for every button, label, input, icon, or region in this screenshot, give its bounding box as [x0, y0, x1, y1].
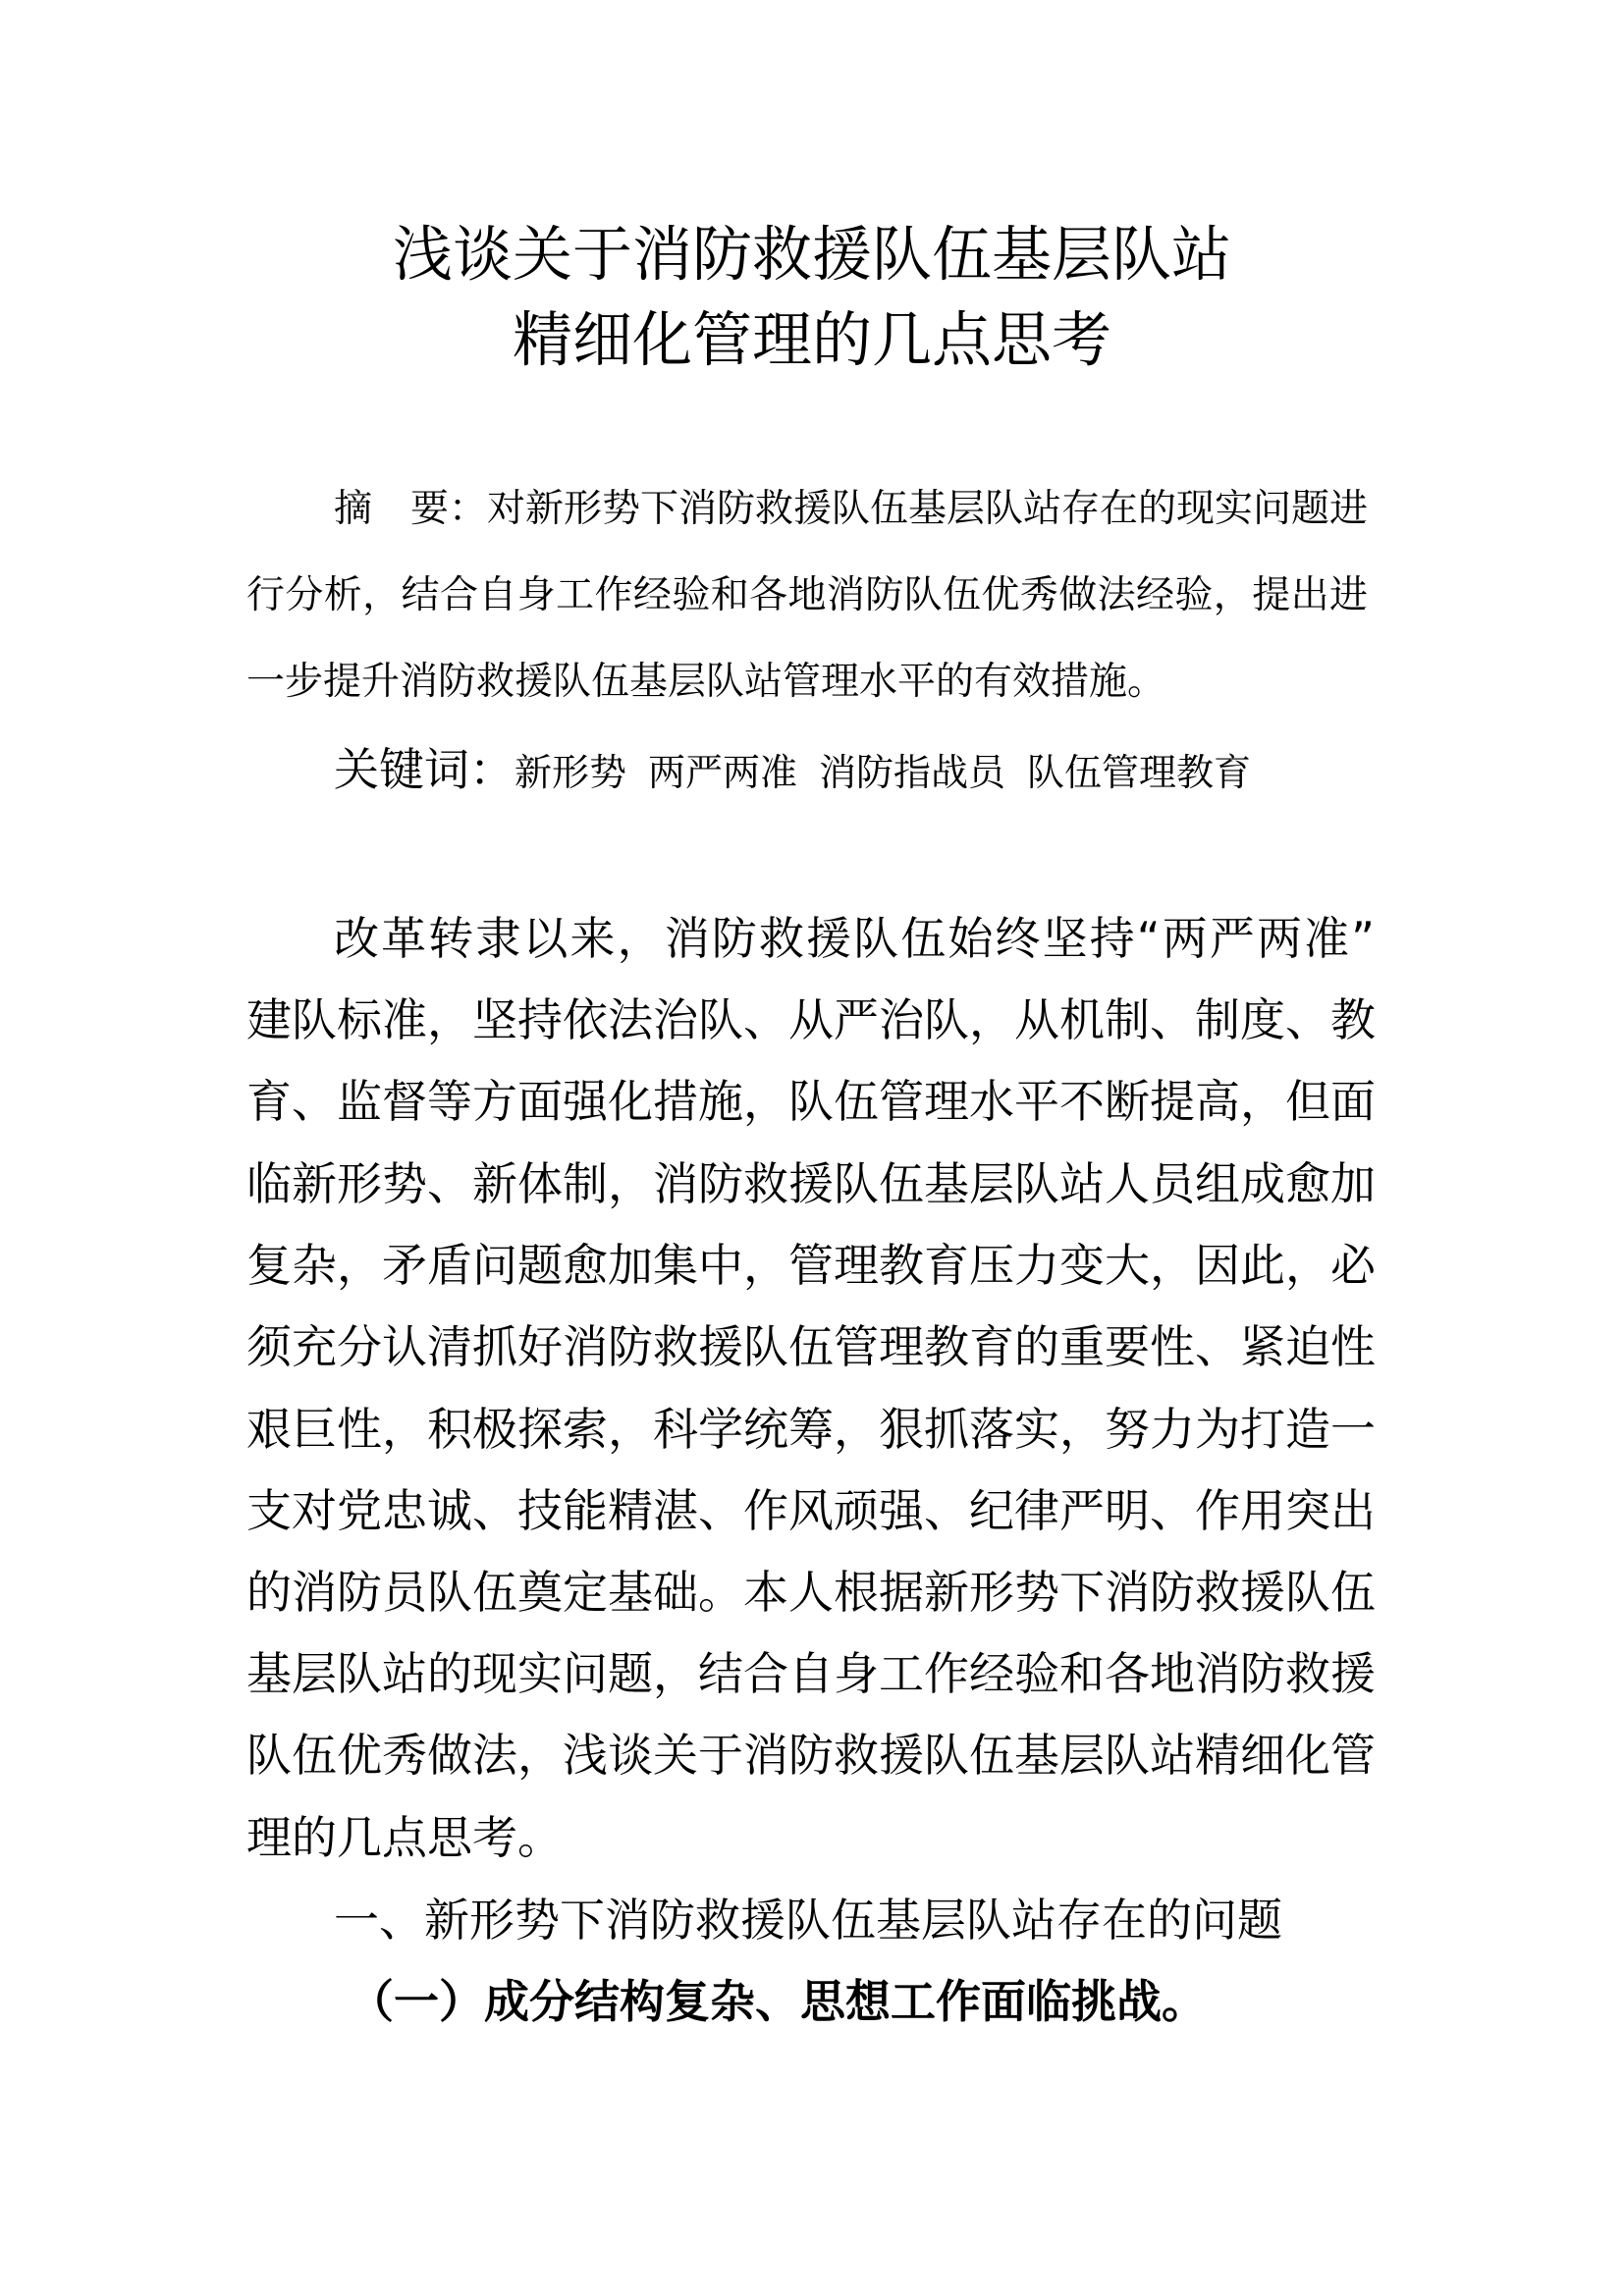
- abstract-label: 摘 要：: [334, 487, 488, 531]
- abstract-line-3: 一步提升消防救援队伍基层队站管理水平的有效措施。: [246, 660, 1166, 704]
- body-line: 改革转隶以来，消防救援队伍始终坚持“两严两准”: [334, 912, 1375, 965]
- title-line-2: 精细化管理的几点思考: [512, 305, 1111, 375]
- body-line: 艰巨性，积极探索，科学统筹，狠抓落实，努力为打造一: [246, 1403, 1376, 1456]
- body-line: 复杂，矛盾问题愈加集中，管理教育压力变大，因此，必: [246, 1239, 1376, 1292]
- keywords-label: 关键词：: [334, 743, 514, 796]
- keyword: 队伍管理教育: [1027, 751, 1252, 794]
- body-line: 基层队站的现实问题，结合自身工作经验和各地消防救援: [246, 1647, 1376, 1700]
- keyword: 新形势: [514, 751, 627, 794]
- subsection-heading: （一）成分结构复杂、思想工作面临挑战。: [349, 1975, 1207, 2028]
- body-line: 理的几点思考。: [246, 1811, 563, 1864]
- abstract-line-1: [334, 487, 1369, 531]
- title-line-1: 浅谈关于消防救援队伍基层队站: [392, 220, 1231, 290]
- body-line: 队伍优秀做法，浅谈关于消防救援队伍基层队站精细化管: [246, 1729, 1376, 1782]
- body-line: 须充分认清抓好消防救援队伍管理教育的重要性、紧迫性: [246, 1320, 1376, 1373]
- section-heading: 一、新形势下消防救援队伍基层队站存在的问题: [334, 1894, 1282, 1947]
- body-line: 育、监督等方面强化措施，队伍管理水平不断提高，但面: [246, 1075, 1376, 1128]
- keyword: 两严两准: [648, 751, 798, 794]
- body-line: 支对党忠诚、技能精湛、作风顽强、纪律严明、作用突出: [246, 1484, 1376, 1537]
- keywords: [334, 743, 1252, 796]
- body-line: 临新形势、新体制，消防救援队伍基层队站人员组成愈加: [246, 1157, 1376, 1210]
- abstract-line-2: 行分析，结合自身工作经验和各地消防队伍优秀做法经验，提出进: [246, 573, 1368, 617]
- abstract-text: 对新形势下消防救援队伍基层队站存在的现实问题进: [487, 487, 1369, 531]
- body-line: 的消防员队伍奠定基础。本人根据新形势下消防救援队伍: [246, 1566, 1376, 1619]
- body-line: 建队标准，坚持依法治队、从严治队，从机制、制度、教: [246, 993, 1376, 1046]
- keyword: 消防指战员: [819, 751, 1006, 794]
